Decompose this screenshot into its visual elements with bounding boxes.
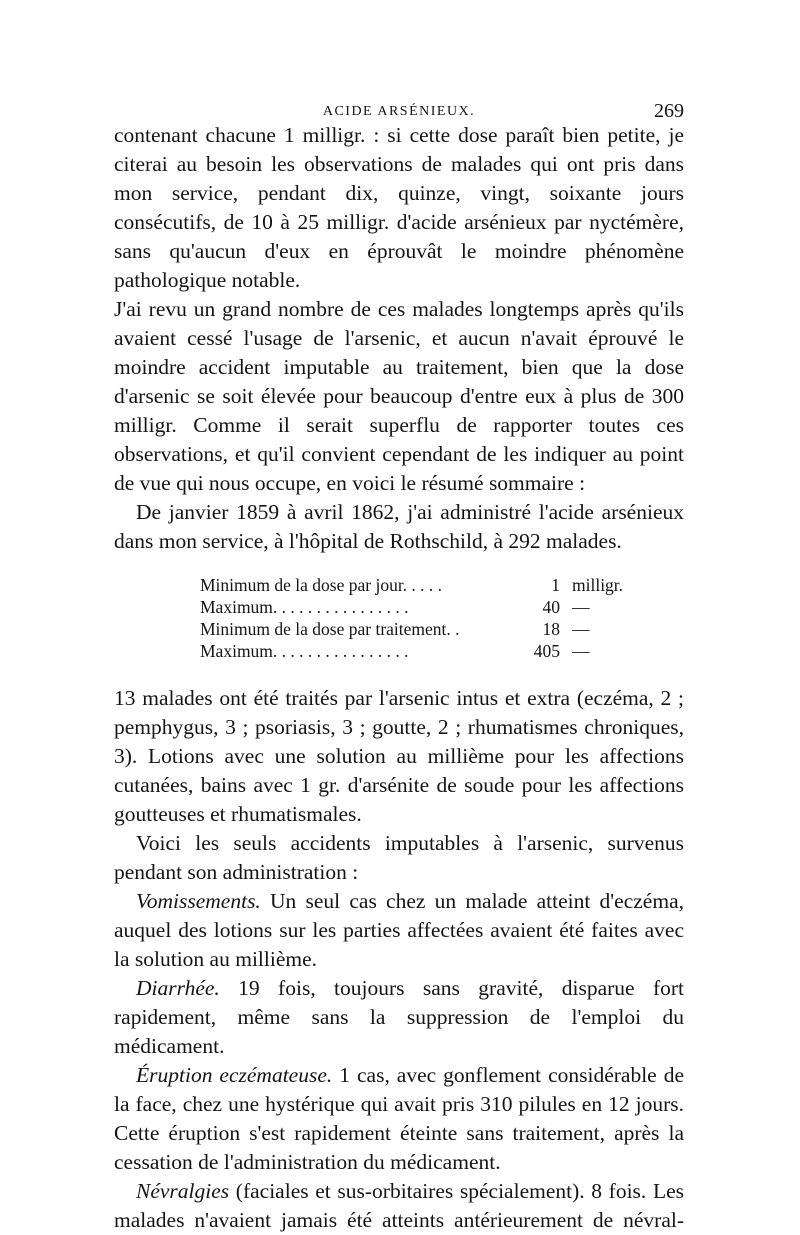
stats-value: 1 [551, 575, 560, 595]
accident-term: Vomissements. [136, 889, 261, 913]
accident-nevralgies [114, 1177, 684, 1235]
accident-description: Un seul cas chez un malade atteint d'eczéma, auquel des lotions sur les parties affectées avaient été faites avec la solution au millième. [114, 889, 684, 971]
page-body [114, 121, 684, 1235]
accident-term: Éruption eczémateuse. [136, 1063, 333, 1087]
stats-label: Minimum de la dose par traitement. . [200, 619, 460, 639]
dose-statistics-table [200, 574, 652, 662]
accident-description: (faciales et sus-orbitaires spécialement). 8 fois. Les malades n'avaient jamais été atteints antérieurement de névral- [114, 1179, 684, 1232]
stats-unit: — [572, 641, 590, 661]
paragraph-summary-intro: De janvier 1859 à avril 1862, j'ai administré l'acide arsénieux dans mon service, à l'hôpital de Rothschild, à 292 malades. [114, 500, 684, 553]
paragraph-continuation: contenant chacune 1 milligr. : si cette dose paraît bien petite, je citerai au besoin les observations de malades qui ont pris dans mon service, pendant dix, quinze, vingt, soixante jours consécutifs, de 10 à 25 milligr. d'acide arsénieux par nyctémère, sans qu'aucun d'eux en éprouvât le moindre phénomène pathologique notable. [114, 123, 684, 292]
accident-diarrhee [114, 974, 684, 1061]
stats-value: 405 [533, 641, 560, 661]
stats-label: Minimum de la dose par jour. . . . . [200, 575, 443, 595]
accident-vomissements [114, 887, 684, 974]
stats-value: 40 [542, 597, 560, 617]
stats-row [200, 574, 652, 596]
accident-description: 1 cas, avec gonflement considérable de la face, chez une hystérique qui avait pris 310 pilules en 12 jours. Cette éruption s'est rapidement éteinte sans traitement, après la cessation de l'administration du médicament. [114, 1063, 684, 1174]
accident-term: Névralgies [136, 1179, 230, 1203]
running-title: ACIDE ARSÉNIEUX. [322, 104, 476, 119]
stats-label: Maximum. . . . . . . . . . . . . . . . [200, 597, 409, 617]
stats-unit: — [572, 597, 590, 617]
paragraph-accidents-intro: Voici les seuls accidents imputables à l'arsenic, survenus pendant son administration : [114, 831, 684, 884]
stats-value: 18 [542, 619, 560, 639]
stats-row [200, 596, 652, 618]
accident-term: Diarrhée. [136, 976, 220, 1000]
accident-description: 19 fois, toujours sans gravité, disparue fort rapidement, même sans la suppression de l'emploi du médicament. [114, 976, 684, 1058]
stats-label: Maximum. . . . . . . . . . . . . . . . [200, 641, 409, 661]
accident-eruption [114, 1061, 684, 1177]
stats-unit: — [572, 619, 590, 639]
stats-unit: milligr. [572, 575, 624, 595]
stats-row [200, 640, 652, 662]
stats-row [200, 618, 652, 640]
paragraph-observations: J'ai revu un grand nombre de ces malades longtemps après qu'ils avaient cessé l'usage de l'arsenic, et aucun n'avait éprouvé le moindre accident imputable au traitement, bien que la dose d'arsenic se soit élevée pour beaucoup d'entre eux à plus de 300 milligr. Comme il serait superflu de rapporter toutes ces observations, et qu'il convient cependant de les indiquer au point de vue qui nous occupe, en voici le résumé sommaire : [114, 297, 684, 495]
page-number: 269 [654, 100, 684, 122]
paragraph-treatment: 13 malades ont été traités par l'arsenic intus et extra (eczéma, 2 ; pemphygus, 3 ; psoriasis, 3 ; goutte, 2 ; rhumatismes chroniques, 3). Lotions avec une solution au millième pour les affections cutanées, bains avec 1 gr. d'arsénite de soude pour les affections goutteuses et rhumatismales. [114, 686, 684, 826]
